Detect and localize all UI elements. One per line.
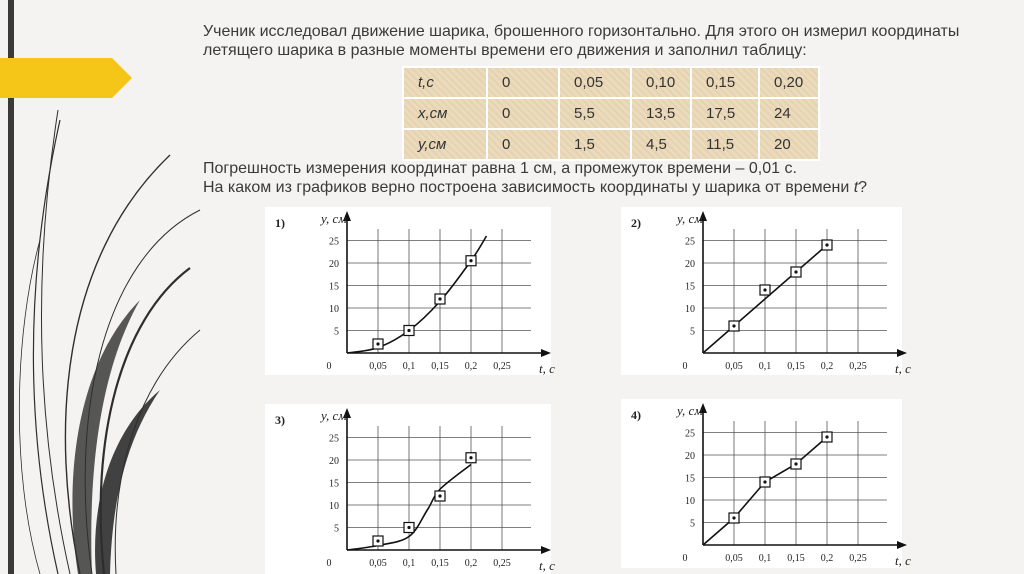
y-tick-label: 25 — [329, 433, 339, 445]
data-point — [760, 477, 770, 487]
x-tick-label: 0,2 — [820, 553, 834, 564]
measurement-table — [402, 66, 820, 161]
x-axis-arrow-icon — [897, 349, 907, 357]
data-point — [373, 536, 383, 546]
table-cell: 0 — [487, 67, 559, 98]
graph-panel-1[interactable] — [265, 207, 555, 376]
data-point — [822, 240, 832, 250]
x-tick-label: 0,05 — [725, 553, 743, 564]
graph-3-svg — [265, 404, 555, 574]
graph-panel-4[interactable] — [621, 399, 911, 568]
table-cell: 0,10 — [631, 67, 691, 98]
table-row — [403, 98, 819, 129]
grid-lines — [703, 229, 887, 353]
x-tick-label: 0,05 — [369, 361, 387, 372]
grid-lines — [347, 229, 531, 353]
y-axis-label: y, см — [677, 403, 703, 418]
data-point — [729, 513, 739, 523]
y-tick-label: 5 — [334, 523, 339, 535]
table-row-header: t,c — [403, 67, 487, 98]
question-mark: ? — [858, 179, 868, 196]
y-tick-label: 20 — [685, 259, 695, 270]
question-paragraph — [203, 159, 983, 197]
graph-panel-2[interactable] — [621, 207, 911, 376]
x-tick-label: 0 — [326, 361, 332, 372]
table-cell: 0 — [487, 98, 559, 129]
data-point — [466, 453, 476, 463]
x-tick-label: 0,1 — [758, 553, 772, 564]
y-tick-label: 20 — [685, 451, 695, 462]
graph-number: 2) — [631, 216, 641, 230]
x-axis-arrow-icon — [897, 541, 907, 549]
y-tick-label: 15 — [329, 478, 339, 490]
graph-panel-3[interactable] — [265, 404, 555, 574]
swoosh-fill-icon — [72, 300, 160, 574]
y-tick-label: 5 — [690, 326, 695, 338]
y-tick-label: 10 — [329, 304, 339, 315]
x-axis-label: t, с — [895, 361, 911, 376]
data-point — [435, 491, 445, 501]
graph-curve — [347, 236, 487, 353]
x-tick-label: 0 — [682, 361, 688, 372]
data-point — [466, 256, 476, 266]
y-tick-label: 15 — [685, 473, 695, 485]
graph-2-svg — [621, 207, 911, 376]
x-tick-label: 0,2 — [464, 558, 478, 569]
x-tick-label: 0,25 — [493, 558, 511, 569]
y-tick-label: 20 — [329, 456, 339, 467]
table-cell: 24 — [759, 98, 819, 129]
y-tick-label: 10 — [685, 496, 695, 507]
grid-lines — [703, 421, 887, 545]
y-tick-label: 15 — [685, 281, 695, 293]
grid-lines — [347, 426, 531, 550]
intro-text: Ученик исследовал движение шарика, брошенного горизонтально. Для этого он измерил координаты летящего шарика в разные моменты времени его движения и заполнил таблицу: — [203, 23, 960, 59]
table-cell: 0 — [487, 129, 559, 160]
x-axis-label: t, с — [895, 553, 911, 568]
decorative-background — [0, 0, 200, 574]
y-tick-label: 25 — [685, 236, 695, 248]
graph-4-svg — [621, 399, 911, 568]
graph-number: 1) — [275, 216, 285, 230]
table-row — [403, 129, 819, 160]
y-tick-label: 5 — [690, 518, 695, 530]
x-tick-label: 0,15 — [431, 558, 449, 569]
x-tick-label: 0,25 — [849, 553, 867, 564]
graph-number: 4) — [631, 408, 641, 422]
x-tick-label: 0,2 — [464, 361, 478, 372]
table-cell: 0,05 — [559, 67, 631, 98]
table-row-header: x,см — [403, 98, 487, 129]
graph-number: 3) — [275, 413, 285, 427]
x-tick-label: 0,1 — [402, 558, 416, 569]
table-cell: 4,5 — [631, 129, 691, 160]
data-point — [729, 321, 739, 331]
x-tick-label: 0,25 — [849, 361, 867, 372]
question-variable: t — [853, 179, 859, 196]
x-tick-label: 0,1 — [758, 361, 772, 372]
y-axis-label: y, см — [321, 211, 347, 226]
measurement-table-body — [403, 67, 819, 160]
data-point — [373, 339, 383, 349]
data-point — [791, 459, 801, 469]
table-cell: 0,20 — [759, 67, 819, 98]
x-tick-label: 0,05 — [369, 558, 387, 569]
x-axis-arrow-icon — [541, 349, 551, 357]
y-tick-label: 10 — [685, 304, 695, 315]
graph-1-svg — [265, 207, 555, 376]
data-point — [435, 294, 445, 304]
table-row-header: y,см — [403, 129, 487, 160]
x-tick-label: 0,1 — [402, 361, 416, 372]
y-axis-label: y, см — [321, 408, 347, 423]
table-cell: 11,5 — [691, 129, 759, 160]
data-point — [791, 267, 801, 277]
error-statement: Погрешность измерения координат равна 1 см, а промежуток времени – 0,01 с. — [203, 160, 797, 177]
table-cell: 0,15 — [691, 67, 759, 98]
table-cell: 20 — [759, 129, 819, 160]
x-axis-label: t, с — [539, 361, 555, 376]
table-cell: 17,5 — [691, 98, 759, 129]
x-axis-arrow-icon — [541, 546, 551, 554]
table-cell: 5,5 — [559, 98, 631, 129]
x-tick-label: 0,15 — [431, 361, 449, 372]
data-point — [822, 432, 832, 442]
x-tick-label: 0,15 — [787, 553, 805, 564]
intro-paragraph — [203, 22, 983, 60]
accent-arrow-icon — [0, 58, 132, 98]
y-axis-label: y, см — [677, 211, 703, 226]
y-tick-label: 25 — [685, 428, 695, 440]
y-tick-label: 10 — [329, 501, 339, 512]
y-tick-label: 20 — [329, 259, 339, 270]
x-tick-label: 0 — [682, 553, 688, 564]
x-tick-label: 0,25 — [493, 361, 511, 372]
data-point — [404, 326, 414, 336]
y-tick-label: 15 — [329, 281, 339, 293]
x-tick-label: 0 — [326, 558, 332, 569]
data-point — [760, 285, 770, 295]
x-axis-label: t, с — [539, 558, 555, 573]
data-point — [404, 523, 414, 533]
x-tick-label: 0,15 — [787, 361, 805, 372]
table-row — [403, 67, 819, 98]
table-cell: 1,5 — [559, 129, 631, 160]
y-tick-label: 5 — [334, 326, 339, 338]
x-tick-label: 0,2 — [820, 361, 834, 372]
question-text: На каком из графиков верно построена зависимость координаты у шарика от времени — [203, 179, 854, 196]
table-cell: 13,5 — [631, 98, 691, 129]
y-tick-label: 25 — [329, 236, 339, 248]
x-tick-label: 0,05 — [725, 361, 743, 372]
